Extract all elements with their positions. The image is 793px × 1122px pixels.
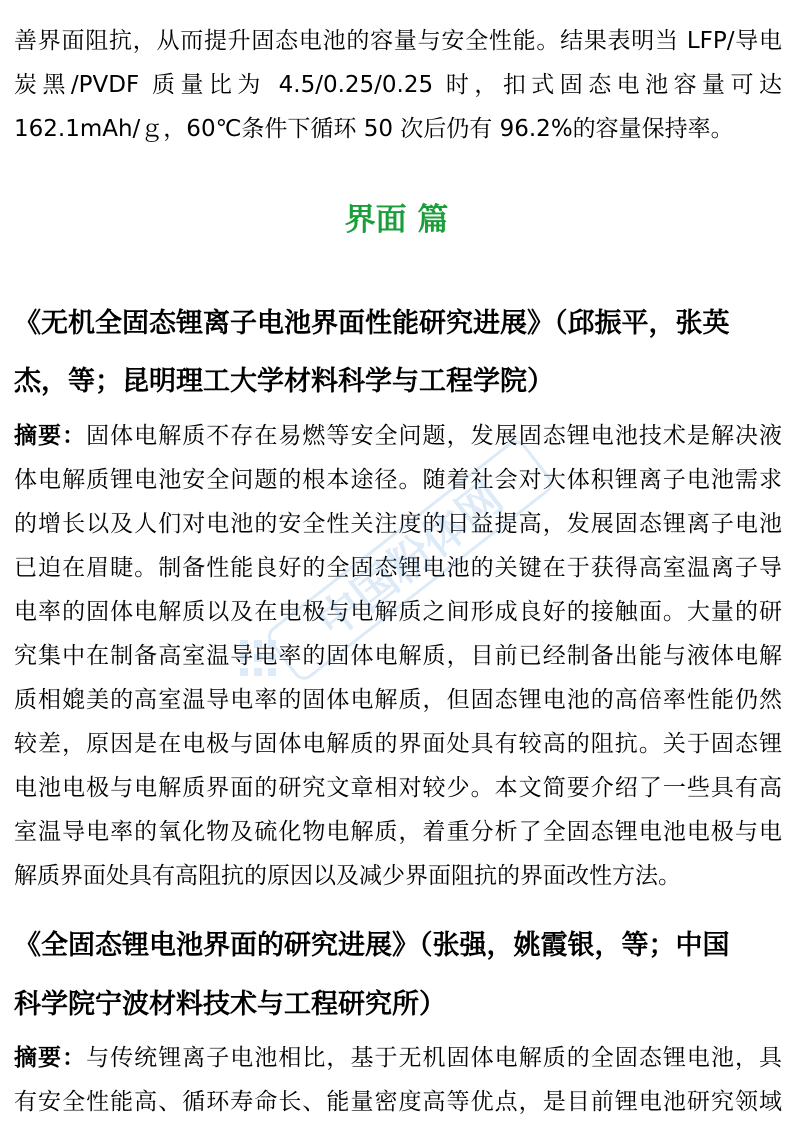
- section-heading: 界面 篇: [344, 202, 449, 238]
- article-1-abstract-first-line: [14, 421, 782, 451]
- abstract-text: 固体电解质不存在易燃等安全问题，发展固态锂电池技术是解决液: [86, 423, 782, 449]
- article-1-abstract-line: 解质界面处具有高阻抗的原因以及减少界面阻抗的界面改性方法。: [14, 863, 681, 889]
- intro-line-2: 炭黑/PVDF 质量比为 4.5/0.25/0.25 时，扣式固态电池容量可达: [14, 72, 782, 98]
- article-1-abstract-line: 究集中在制备高室温导电率的固体电解质，目前已经制备出能与液体电解: [14, 643, 782, 669]
- article-1-abstract-line: 体电解质锂电池安全问题的根本途径。随着社会对大体积锂离子电池需求: [14, 467, 782, 493]
- watermark-text: 中国粉体网: [307, 472, 513, 649]
- article-1-abstract-line: 已迫在眉睫。制备性能良好的全固态锂电池的关键在于获得高室温离子导: [14, 555, 782, 581]
- article-2-title-line-1: 《全固态锂电池界面的研究进展》（张强，姚霞银，等；中国: [14, 930, 730, 961]
- article-2-abstract-line: 有安全性能高、循环寿命长、能量密度高等优点，是目前锂电池研究领域: [14, 1089, 782, 1115]
- article-1-abstract-line: 电率的固体电解质以及在电极与电解质之间形成良好的接触面。大量的研: [14, 599, 782, 625]
- article-1-abstract-line: 质相媲美的高室温导电率的固体电解质，但固态锂电池的高倍率性能仍然: [14, 687, 782, 713]
- article-2-title-line-2: 科学院宁波材料技术与工程研究所）: [14, 989, 446, 1020]
- article-1-abstract-line: 的增长以及人们对电池的安全性关注度的日益提高，发展固态锂离子电池: [14, 511, 782, 537]
- article-1-abstract-line: 室温导电率的氧化物及硫化物电解质，着重分析了全固态锂电池电极与电: [14, 819, 782, 845]
- article-1-abstract-line: 电池电极与电解质界面的研究文章相对较少。本文简要介绍了一些具有高: [14, 775, 782, 801]
- article-1-title-line-2: 杰，等；昆明理工大学材料科学与工程学院）: [14, 366, 554, 397]
- article-2-abstract-first-line: [14, 1043, 782, 1073]
- intro-line-1: 善界面阻抗，从而提升固态电池的容量与安全性能。结果表明当 LFP/导电: [14, 28, 782, 54]
- abstract-label: 摘要：: [14, 423, 87, 449]
- abstract-label: 摘要：: [14, 1045, 87, 1071]
- intro-line-3: 162.1mAh/ｇ，60℃条件下循环 50 次后仍有 96.2%的容量保持率。: [14, 116, 734, 142]
- article-1-abstract-line: 较差，原因是在电极与固体电解质的界面处具有较高的阻抗。关于固态锂: [14, 731, 782, 757]
- article-1-title-line-1: 《无机全固态锂离子电池界面性能研究进展》（邱振平，张英: [14, 308, 730, 339]
- abstract-text: 与传统锂离子电池相比，基于无机固体电解质的全固态锂电池，具: [86, 1045, 782, 1071]
